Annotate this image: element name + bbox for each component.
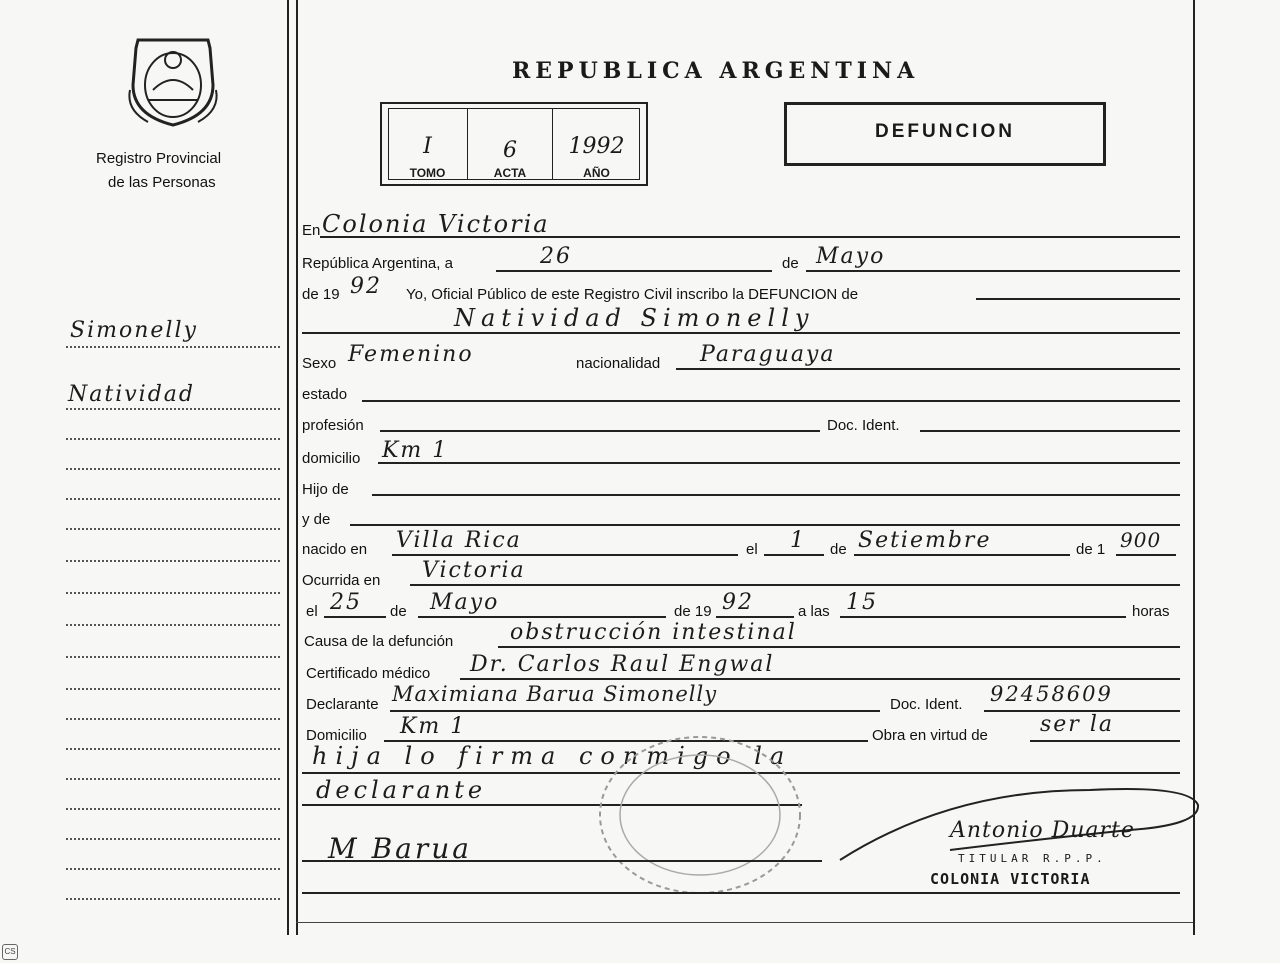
obra-value: ser la [1040,712,1114,737]
margin-given-name: Natividad [68,382,195,407]
registry-stamp-icon [590,720,810,900]
margin-dotted-line [66,748,280,750]
declarante-label: Declarante [306,696,379,713]
margin-dotted-line [66,656,280,658]
margin-surname: Simonelly [70,318,198,343]
stamp-line-2: COLONIA VICTORIA [930,870,1091,888]
frame-left-border [287,0,289,935]
horas-label: horas [1132,603,1170,620]
document-type-box [784,102,1106,166]
country-title: REPUBLICA ARGENTINA [512,58,920,84]
margin-dotted-line [66,718,280,720]
margin-dotted-line [66,898,280,900]
sexo-value: Femenino [348,342,474,367]
frame-left-border-inner [296,0,298,935]
margin-dotted-line [66,592,280,594]
margin-dotted-line [66,528,280,530]
causa-value: obstrucción intestinal [510,620,797,645]
margin-dotted-line [66,778,280,780]
en-label: En [302,222,321,239]
republica-label: República Argentina, a [302,255,453,272]
margin-dotted-line [66,808,280,810]
nacionalidad-value: Paraguaya [700,342,836,367]
estado-label: estado [302,386,348,403]
birth-month: Setiembre [858,528,992,553]
nacido-label: nacido en [302,541,368,558]
deceased-name: Natividad Simonelly [454,304,815,332]
margin-dotted-line [66,498,280,500]
inscribo-text: Yo, Oficial Público de este Registro Civil inscribo la DEFUNCION de [406,286,859,303]
de-label: de [782,255,799,272]
margin-dotted-line [66,868,280,870]
declarante-doc-value: 92458609 [990,682,1113,706]
acta-value: 6 [503,138,517,163]
stamp-line-1: TITULAR R.P.P. [958,852,1107,865]
certificado-value: Dr. Carlos Raul Engwal [470,652,775,677]
provincial-seal-icon [118,30,228,130]
tomo-label: TOMO [409,166,446,180]
hijo-label: Hijo de [302,481,349,498]
margin-dotted-line [66,560,280,562]
frame-bottom-border [296,922,1193,923]
ano-label: AÑO [583,166,610,180]
document-type: DEFUNCION [875,121,1015,142]
month-value: Mayo [816,244,886,269]
margin-dotted-line [66,688,280,690]
day-value: 26 [540,244,572,269]
ocurrida-label: Ocurrida en [302,572,381,589]
margin-dotted-line [66,346,280,348]
margin-dotted-line [66,624,280,626]
sexo-label: Sexo [302,355,337,372]
certificado-label: Certificado médico [306,665,431,682]
margin-dotted-line [66,408,280,410]
record-box [380,102,648,186]
registry-line-1: Registro Provincial [96,150,222,167]
hour-value: 15 [846,590,878,615]
margin-dotted-line [66,468,280,470]
ocurrida-value: Victoria [422,558,526,583]
nacionalidad-label: nacionalidad [576,355,661,372]
continuation-line-1: hija lo firma conmigo la [312,742,793,770]
declarante-signature: M Barua [328,832,472,865]
acta-label: ACTA [493,166,527,180]
domicilio-value: Km 1 [382,438,449,463]
year-prefix: de 19 [302,286,340,303]
birth-year-prefix: de 1 [1076,541,1106,558]
doc-ident-label: Doc. Ident. [827,417,900,434]
domicilio2-label: Domicilio [306,727,367,744]
y-de-label: y de [302,511,331,528]
tomo-value: I [423,134,432,159]
continuation-line-2: declarante [316,776,487,804]
domicilio2-value: Km 1 [400,714,467,739]
official-signature: Antonio Duarte [950,818,1135,843]
death-year-prefix: de 19 [674,603,712,620]
death-month: Mayo [430,590,500,615]
registry-line-2: de las Personas [108,174,216,191]
nacido-value: Villa Rica [396,528,522,553]
year-suffix: 92 [350,274,382,299]
el-label: el [746,541,758,558]
death-year-suffix: 92 [722,590,754,615]
birth-de-label: de [830,541,847,558]
birth-day: 1 [790,528,806,553]
declarante-doc-label: Doc. Ident. [890,696,963,713]
margin-dotted-line [66,838,280,840]
ano-value: 1992 [568,134,625,159]
causa-label: Causa de la defunción [304,633,454,650]
el2-label: el [306,603,318,620]
en-value: Colonia Victoria [322,210,550,238]
birth-year-suffix: 900 [1120,528,1162,552]
obra-label: Obra en virtud de [872,727,988,744]
a-las-label: a las [798,603,830,620]
death-de-label: de [390,603,407,620]
profesion-label: profesión [302,417,364,434]
death-day: 25 [330,590,362,615]
domicilio-label: domicilio [302,450,361,467]
declarante-value: Maximiana Barua Simonelly [392,682,718,706]
margin-dotted-line [66,438,280,440]
scanner-logo-icon: CS [2,944,18,960]
